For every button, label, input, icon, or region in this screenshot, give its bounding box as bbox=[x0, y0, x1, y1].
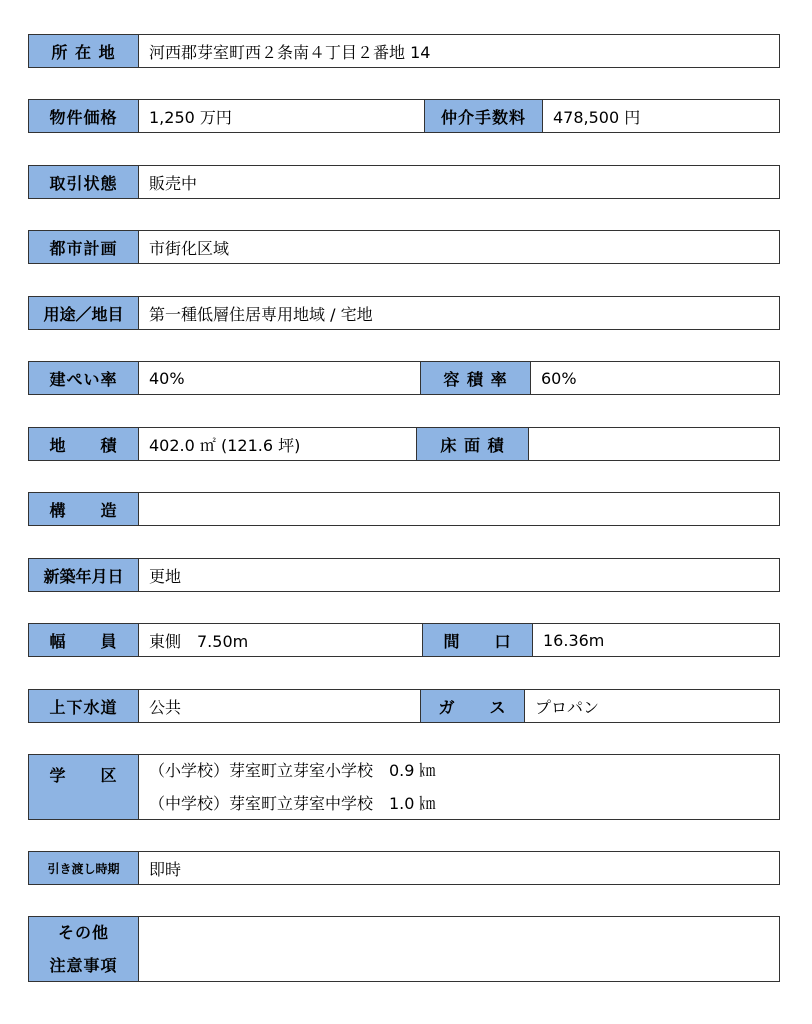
value-price: 1,250 万円 bbox=[139, 100, 425, 132]
row-built-date bbox=[28, 558, 780, 592]
value-school-district bbox=[139, 755, 779, 819]
row-utilities bbox=[28, 689, 780, 723]
row-structure bbox=[28, 492, 780, 526]
row-price bbox=[28, 99, 780, 133]
school-line-elementary: （小学校）芽室町立芽室小学校 0.9 ㎞ bbox=[149, 761, 436, 780]
value-coverage: 40% bbox=[139, 362, 421, 394]
value-structure bbox=[139, 493, 779, 525]
label-handover: 引き渡し時期 bbox=[29, 852, 139, 884]
value-water: 公共 bbox=[139, 690, 421, 722]
row-coverage bbox=[28, 361, 780, 395]
label-notes-line2: 注意事項 bbox=[49, 956, 118, 975]
row-status bbox=[28, 165, 780, 199]
value-commission: 478,500 円 bbox=[553, 107, 641, 127]
row-city-planning bbox=[28, 230, 780, 264]
value-road-width: 東側 7.50m bbox=[139, 624, 423, 656]
value-location: 河西郡芽室町西２条南４丁目２番地 14 bbox=[149, 42, 431, 62]
value-floor-ratio: 60% bbox=[541, 368, 577, 388]
label-land-area: 地 積 bbox=[29, 428, 139, 460]
label-built-date: 新築年月日 bbox=[29, 559, 139, 591]
label-notes bbox=[29, 917, 139, 981]
label-floor-ratio: 容 積 率 bbox=[421, 362, 531, 394]
row-school-district bbox=[28, 754, 780, 820]
value-status: 販売中 bbox=[149, 173, 198, 193]
label-commission: 仲介手数料 bbox=[425, 100, 543, 132]
label-location: 所 在 地 bbox=[29, 35, 139, 67]
row-handover bbox=[28, 851, 780, 885]
label-school-district: 学 区 bbox=[29, 755, 139, 819]
label-frontage: 間 口 bbox=[423, 624, 533, 656]
row-location bbox=[28, 34, 780, 68]
label-notes-line1: その他 bbox=[57, 923, 109, 942]
label-road-width: 幅 員 bbox=[29, 624, 139, 656]
label-gas: ガ ス bbox=[421, 690, 525, 722]
value-city-planning: 市街化区域 bbox=[149, 238, 230, 258]
value-frontage: 16.36m bbox=[543, 630, 605, 650]
label-status: 取引状態 bbox=[29, 166, 139, 198]
row-notes bbox=[28, 916, 780, 982]
label-floor-area: 床 面 積 bbox=[417, 428, 529, 460]
row-land-area bbox=[28, 427, 780, 461]
row-zoning bbox=[28, 296, 780, 330]
value-handover: 即時 bbox=[149, 859, 182, 879]
value-zoning: 第一種低層住居専用地域 / 宅地 bbox=[149, 304, 373, 324]
school-line-junior-high: （中学校）芽室町立芽室中学校 1.0 ㎞ bbox=[149, 794, 436, 813]
label-water: 上下水道 bbox=[29, 690, 139, 722]
row-road-width bbox=[28, 623, 780, 657]
value-floor-area bbox=[529, 428, 779, 460]
label-structure: 構 造 bbox=[29, 493, 139, 525]
label-price: 物件価格 bbox=[29, 100, 139, 132]
label-city-planning: 都市計画 bbox=[29, 231, 139, 263]
label-coverage: 建ぺい率 bbox=[29, 362, 139, 394]
label-zoning: 用途／地目 bbox=[29, 297, 139, 329]
value-land-area: 402.0 ㎡ (121.6 坪) bbox=[139, 428, 417, 460]
value-built-date: 更地 bbox=[149, 566, 182, 586]
value-gas: プロパン bbox=[535, 697, 600, 717]
value-notes bbox=[139, 917, 779, 981]
